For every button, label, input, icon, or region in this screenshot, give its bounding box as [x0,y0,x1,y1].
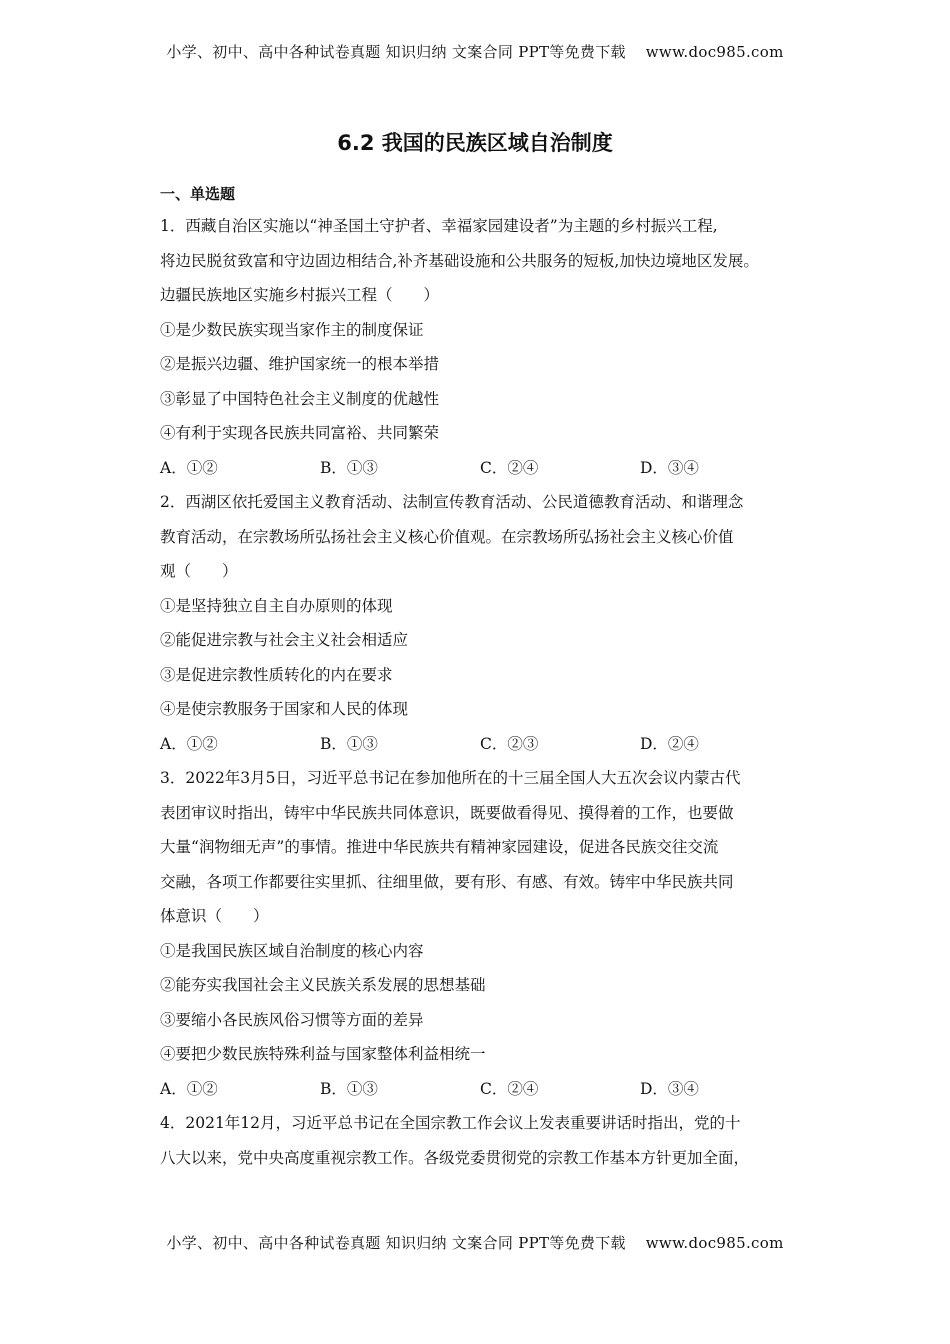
statement: ③要缩小各民族风俗习惯等方面的差异 [160,1010,424,1029]
question-stem-line: 教育活动，在宗教场所弘扬社会主义核心价值观。在宗教场所弘扬社会主义核心价值 [160,527,734,546]
question-stem-line: 2．西湖区依托爱国主义教育活动、法制宣传教育活动、公民道德教育活动、和谐理念 [160,493,744,511]
question-stem-line: 体意识（ ） [160,907,269,925]
question-stem-line: 八大以来，党中央高度重视宗教工作。各级党委贯彻党的宗教工作基本方针更加全面， [160,1148,750,1167]
header-url[interactable]: www.doc985.com [645,43,784,61]
question-stem-line: 3．2022年3月5日，习近平总书记在参加他所在的十三届全国人大五次会议内蒙古代 [160,769,741,787]
page-footer [0,1232,950,1253]
question-stem-line: 4．2021年12月，习近平总书记在全国宗教工作会议上发表重要讲话时指出，党的十 [160,1114,741,1132]
footer-url[interactable]: www.doc985.com [645,1234,784,1252]
section-heading: 一、单选题 [160,185,236,203]
statement: ④有利于实现各民族共同富裕、共同繁荣 [160,424,440,442]
question-stem-line: 观（ ） [160,562,238,580]
question-list [160,209,800,1175]
statement: ①是坚持独立自主自办原则的体现 [160,596,393,615]
question-stem-line: 1．西藏自治区实施以“神圣国土守护者、幸福家园建设者”为主题的乡村振兴工程, [160,217,718,235]
answer-options [160,727,800,762]
option-a: A．①② [160,458,218,477]
option-c: C．②③ [480,734,539,753]
question [160,761,800,1106]
question-stem-line: 将边民脱贫致富和守边固边相结合,补齐基础设施和公共服务的短板,加快边境地区发展。 [160,251,759,270]
statement: ①是少数民族实现当家作主的制度保证 [160,320,424,339]
document-title: 6.2 我国的民族区域自治制度 [337,131,613,155]
header-text: 小学、初中、高中各种试卷真题 知识归纳 文案合同 PPT等免费下载 [166,43,626,61]
option-a: A．①② [160,734,218,753]
question-stem-line: 交融，各项工作都要往实里抓、往细里做，要有形、有感、有效。铸牢中华民族共同 [160,872,734,891]
option-b: B．①③ [320,734,378,753]
option-a: A．①② [160,1079,218,1098]
question [160,1106,800,1175]
option-b: B．①③ [320,458,378,477]
statement: ②能夯实我国社会主义民族关系发展的思想基础 [160,976,486,994]
statement: ②能促进宗教与社会主义社会相适应 [160,631,409,649]
option-c: C．②④ [480,1079,539,1098]
answer-options [160,1072,800,1107]
question [160,209,800,485]
page-header [0,41,950,62]
question-stem-line: 大量“润物细无声”的事情。推进中华民族共有精神家园建设，促进各民族交往交流 [160,838,719,856]
option-d: D．③④ [640,1079,699,1098]
option-d: D．③④ [640,458,699,477]
statement: ③是促进宗教性质转化的内在要求 [160,665,393,684]
statement: ④要把少数民族特殊利益与国家整体利益相统一 [160,1045,486,1063]
question-stem-line: 边疆民族地区实施乡村振兴工程（ ） [160,286,440,304]
statement: ④是使宗教服务于国家和人民的体现 [160,700,409,718]
statement: ②是振兴边疆、维护国家统一的根本举措 [160,355,440,373]
statement: ①是我国民族区域自治制度的核心内容 [160,941,424,960]
footer-text: 小学、初中、高中各种试卷真题 知识归纳 文案合同 PPT等免费下载 [166,1234,626,1252]
question-stem-line: 表团审议时指出，铸牢中华民族共同体意识，既要做看得见、摸得着的工作，也要做 [160,803,734,822]
option-b: B．①③ [320,1079,378,1098]
question [160,485,800,761]
option-c: C．②④ [480,458,539,477]
statement: ③彰显了中国特色社会主义制度的优越性 [160,389,440,408]
option-d: D．②④ [640,734,699,753]
answer-options [160,451,800,486]
